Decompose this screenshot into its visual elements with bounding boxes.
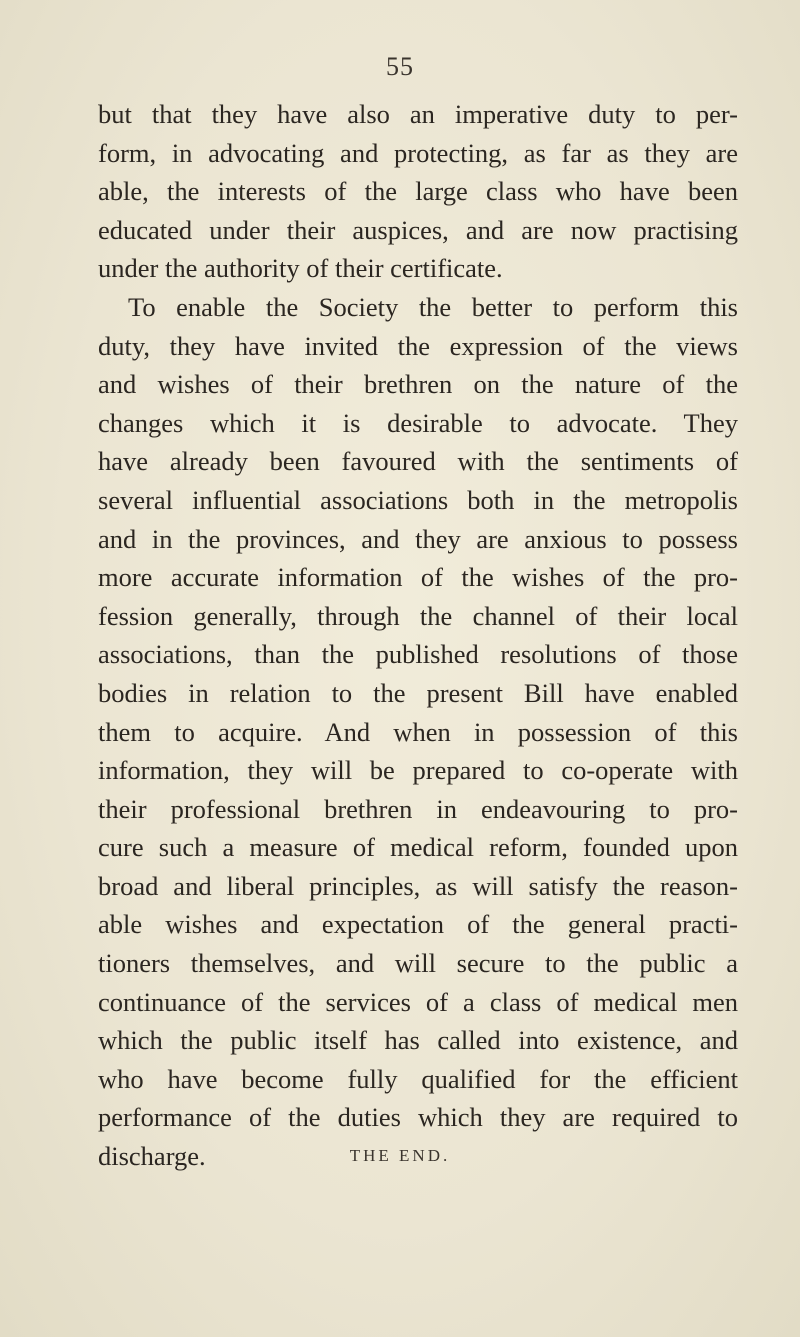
text-line: fession generally, through the channel of their local [98, 600, 738, 631]
text-line: To enable the Society the better to perform this [128, 291, 738, 322]
text-line: cure such a measure of medical reform, founded upon [98, 832, 738, 863]
text-line: discharge. [98, 1141, 206, 1172]
text-line: several influential associations both in the metropolis [98, 484, 738, 515]
text-line: able, the interests of the large class who have been [98, 176, 738, 207]
text-line: performance of the duties which they are required to [98, 1102, 738, 1133]
text-line: their professional brethren in endeavouring to pro- [98, 793, 738, 824]
text-line: but that they have also an imperative duty to per- [98, 99, 738, 129]
the-end-label: THE END. [349, 1146, 451, 1165]
text-line: them to acquire. And when in possession of this [98, 716, 738, 747]
text-line: tioners themselves, and will secure to the public a [98, 948, 738, 979]
text-line: under the authority of their certificate. [98, 253, 503, 284]
text-line: associations, than the published resolutions of those [98, 639, 738, 670]
text-line: broad and liberal principles, as will satisfy the reason- [98, 870, 738, 901]
text-line: more accurate information of the wishes of the pro- [98, 562, 738, 593]
text-line: able wishes and expectation of the general practi- [98, 909, 738, 940]
text-line: changes which it is desirable to advocate. They [98, 407, 738, 438]
text-line: bodies in relation to the present Bill have enabled [98, 677, 738, 708]
text-line: and wishes of their brethren on the nature of the [98, 369, 738, 400]
text-line: and in the provinces, and they are anxious to possess [98, 523, 738, 554]
text-line: educated under their auspices, and are now practising [98, 214, 738, 245]
text-line: duty, they have invited the expression of the views [98, 330, 738, 361]
body-text [98, 95, 738, 1176]
text-line: form, in advocating and protecting, as far as they are [98, 137, 738, 168]
page-number: 55 [386, 52, 414, 81]
text-line: who have become fully qualified for the efficient [98, 1063, 738, 1094]
text-line: which the public itself has called into existence, and [98, 1025, 738, 1056]
text-line: continuance of the services of a class of medical men [98, 986, 738, 1017]
text-line: information, they will be prepared to co-operate with [98, 755, 738, 786]
text-line: have already been favoured with the sentiments of [98, 446, 738, 477]
